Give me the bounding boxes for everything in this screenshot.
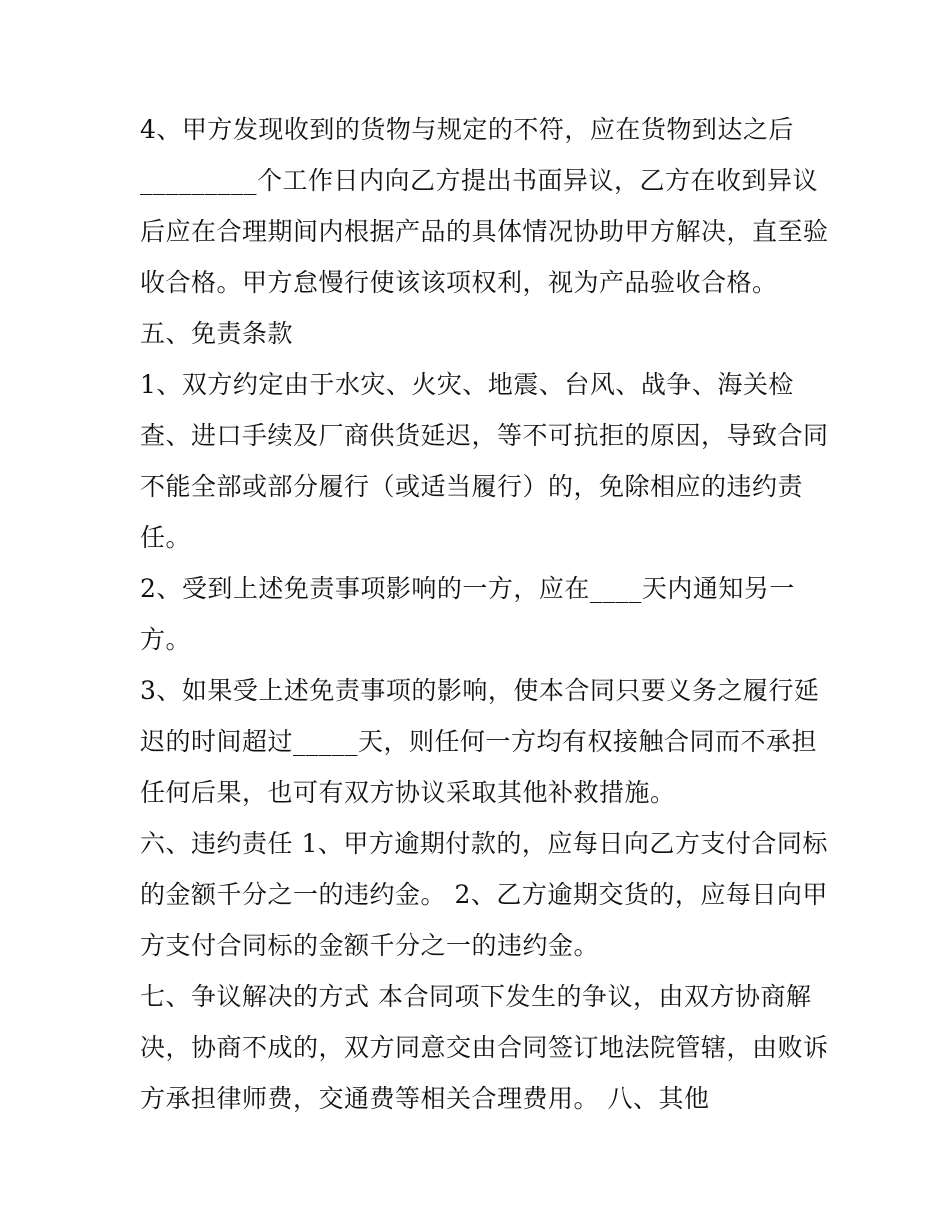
text-line: 任何后果，也可有双方协议采取其他补救措施。 [140, 778, 676, 807]
document-body [140, 104, 830, 1124]
text-line: 方承担律师费，交通费等相关合理费用。 八、其他 [140, 1084, 710, 1113]
text-line: 方支付合同标的金额千分之一的违约金。 [140, 931, 600, 960]
text-line: 2、受到上述免责事项影响的一方，应在____天内通知另一 [140, 574, 795, 603]
text-line: 决，协商不成的，双方同意交由合同签订地法院管辖，由败诉 [140, 1033, 829, 1062]
text-line: 六、违约责任 1、甲方逾期付款的，应每日向乙方支付合同标 [140, 829, 828, 858]
text-line: 任。 [140, 523, 192, 552]
section-heading: 五、免责条款 [140, 319, 294, 348]
text-line: _________个工作日内向乙方提出书面异议，乙方在收到异议 [140, 166, 819, 195]
text-line: 查、进口手续及厂商供货延迟，等不可抗拒的原因，导致合同 [140, 421, 829, 450]
text-line: 迟的时间超过_____天，则任何一方均有权接触合同而不承担 [140, 727, 818, 756]
text-line: 不能全部或部分履行（或适当履行）的，免除相应的违约责 [140, 472, 804, 501]
text-line: 1、双方约定由于水灾、火灾、地震、台风、战争、海关检 [140, 370, 794, 399]
text-line: 4、甲方发现收到的货物与规定的不符，应在货物到达之后 [140, 115, 794, 144]
text-line: 方。 [140, 625, 192, 654]
text-line: 的金额千分之一的违约金。 2、乙方逾期交货的，应每日向甲 [140, 880, 828, 909]
text-line: 收合格。甲方怠慢行使该该项权利，视为产品验收合格。 [140, 268, 778, 297]
text-line: 后应在合理期间内根据产品的具体情况协助甲方解决，直至验 [140, 217, 829, 246]
text-line: 3、如果受上述免责事项的影响，使本合同只要义务之履行延 [140, 676, 820, 705]
text-line: 七、争议解决的方式 本合同项下发生的争议，由双方协商解 [140, 982, 812, 1011]
